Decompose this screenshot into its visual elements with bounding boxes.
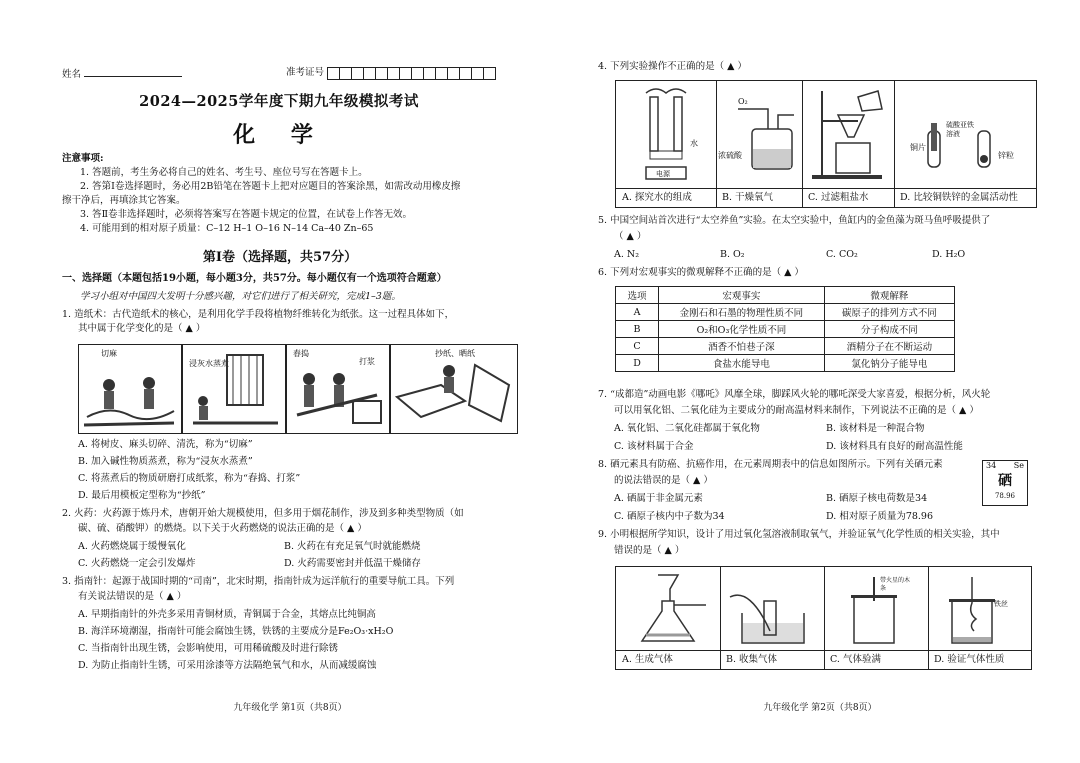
q9-caption-c[interactable]: C. 气体验满 [824, 650, 928, 669]
table-cell: D [616, 355, 659, 372]
name-label: 姓名 [62, 69, 82, 80]
iron-label: 铁丝 [994, 600, 1008, 608]
ember-label: 带火星的木条 [880, 577, 911, 592]
table-cell: 酒精分子在不断运动 [824, 338, 954, 355]
q7-stem-1: 7. “成都造”动画电影《哪吒》风靡全球，脚踩风火轮的哪吒深受大家喜爱，根据分析，风火轮 [598, 389, 991, 400]
q9-fig-d [928, 567, 1031, 669]
part-title: 一、选择题（本题包括19小题，每小题3分，共57分。每小题仅有一个选项符合题意） [62, 273, 447, 284]
q8-option-a[interactable]: A. 硒属于非金属元素 [614, 493, 703, 504]
q1-option-a[interactable]: A. 将树皮、麻头切碎、清洗，称为“切麻” [78, 439, 253, 450]
pic-steam [182, 344, 286, 434]
table-row [616, 321, 955, 338]
q7-option-c[interactable]: C. 该材料属于合金 [614, 441, 694, 452]
q8-stem-1: 8. 硒元素具有防癌、抗癌作用，在元素周期表中的信息如图所示。下列有关硒元素 [598, 459, 943, 470]
q4-fig-c [802, 81, 895, 207]
name-field [62, 66, 182, 82]
q3-option-b[interactable]: B. 海洋环境潮湿，指南针可能会腐蚀生锈，铁锈的主要成分是Fe₂O₃·xH₂O [78, 626, 394, 637]
o2-label: O₂ [738, 97, 748, 106]
table-cell: 金刚石和石墨的物理性质不同 [659, 304, 825, 321]
q9-stem-1: 9. 小明根据所学知识，设计了用过氧化氢溶液制取氧气，并验证氧气化学性质的相关实验，其中 [598, 529, 1000, 540]
q9-figure-panel [615, 566, 1032, 670]
id-boxes [328, 67, 496, 80]
q1-illustrations [78, 344, 518, 432]
zn-label: 锌粒 [998, 151, 1014, 160]
element-name: 硒 [998, 473, 1012, 489]
q7-option-b[interactable]: B. 该材料是一种混合物 [826, 423, 925, 434]
q1-stem-1: 1. 造纸术：古代造纸术的核心，是利用化学手段将植物纤维转化为纸张。这一过程具体如下， [62, 309, 455, 320]
q4-fig-a [616, 81, 717, 207]
element-mass: 78.96 [994, 492, 1016, 500]
q5-stem-1: 5. 中国空间站首次进行“太空养鱼”实验。在太空实验中，鱼缸内的金鱼藻为斑马鱼呼吸提供了 [598, 215, 991, 226]
table-row [616, 355, 955, 372]
pic-label: 舂捣 [293, 349, 309, 358]
id-label: 准考证号 [286, 67, 325, 78]
element-card-se [982, 460, 1028, 506]
table-cell: 氯化钠分子能导电 [824, 355, 954, 372]
q3-stem-1: 3. 指南针：起源于战国时期的“司南”，北宋时期，指南针成为远洋航行的重要导航工具。下列 [62, 576, 455, 587]
q4-caption-b[interactable]: B. 干燥氧气 [716, 188, 802, 207]
q2-stem-1: 2. 火药：火药源于炼丹术，唐朝开始大规模使用，但多用于烟花制作，涉及到多种类型物质（如 [62, 508, 464, 519]
table-header: 宏观事实 [659, 287, 825, 304]
q2-option-d[interactable]: D. 火药需要密封并低温干燥储存 [284, 558, 421, 569]
table-header-row [616, 287, 955, 304]
q3-option-c[interactable]: C. 当指南针出现生锈，会影响使用，可用稀硫酸及时进行除锈 [78, 643, 338, 654]
q3-stem-2: 有关说法错误的是（ ▲ ） [78, 591, 187, 602]
exam-page-2 [560, 0, 1080, 763]
q5-stem-2: （ ▲ ） [614, 231, 647, 242]
name-blank [84, 66, 182, 77]
notes-title: 注意事项: [62, 153, 104, 164]
table-header: 选项 [616, 287, 659, 304]
table-cell: A [616, 304, 659, 321]
power-label: 电源 [656, 170, 670, 178]
q9-fig-c [824, 567, 929, 669]
subject-title: 化 学 [233, 122, 327, 148]
table-cell: O₂和O₃化学性质不同 [659, 321, 825, 338]
pic-make-paper [390, 344, 518, 434]
q1-option-d[interactable]: D. 最后用模板定型称为“抄纸” [78, 490, 206, 501]
cu-label: 铜片 [910, 143, 926, 152]
table-row [616, 338, 955, 355]
element-number: 34 [986, 461, 997, 470]
q3-option-a[interactable]: A. 早期指南针的外壳多采用青铜材质，青铜属于合金，其熔点比纯铜高 [78, 609, 376, 620]
q9-caption-a[interactable]: A. 生成气体 [616, 650, 720, 669]
intro-text: 学习小组对中国四大发明十分感兴趣，对它们进行了相关研究，完成1–3题。 [80, 291, 401, 302]
q4-stem: 4. 下列实验操作不正确的是（ ▲ ） [598, 61, 747, 72]
q5-option-d[interactable]: D. H₂O [932, 249, 966, 260]
q5-option-a[interactable]: A. N₂ [614, 249, 640, 260]
table-header: 微观解释 [824, 287, 954, 304]
q3-option-d[interactable]: D. 为防止指南针生锈，可采用涂漆等方法隔绝氧气和水，从而减缓腐蚀 [78, 660, 377, 671]
table-cell: B [616, 321, 659, 338]
q2-option-a[interactable]: A. 火药燃烧属于缓慢氧化 [78, 541, 186, 552]
table-cell: 酒香不怕巷子深 [659, 338, 825, 355]
id-field [286, 66, 496, 80]
q2-option-c[interactable]: C. 火药燃烧一定会引发爆炸 [78, 558, 196, 569]
table-cell: 食盐水能导电 [659, 355, 825, 372]
q7-stem-2: 可以用氧化铝、二氧化硅为主要成分的耐高温材料来制作，下列说法不正确的是（ ▲ ） [614, 405, 979, 416]
pic-label: 浸灰水蒸煮 [189, 359, 229, 368]
q1-option-b[interactable]: B. 加入碱性物质蒸煮，称为“浸灰水蒸煮” [78, 456, 253, 467]
note-4: 4. 可能用到的相对原子质量：C–12 H–1 O–16 N–14 Ca–40 Zn–65 [80, 223, 374, 234]
pic-label: 打浆 [359, 357, 375, 366]
q4-caption-d[interactable]: D. 比较铜铁锌的金属活动性 [894, 188, 1036, 207]
q2-stem-2: 碳、硫、硝酸钾）的燃烧。以下关于火药燃烧的说法正确的是（ ▲ ） [78, 523, 367, 534]
note-2: 2. 答第Ⅰ卷选择题时，务必用2B铅笔在答题卡上把对应题目的答案涂黑，如需改动用橡皮擦 [80, 181, 461, 192]
q9-caption-d[interactable]: D. 验证气体性质 [928, 650, 1031, 669]
note-2-cont: 擦干净后，再填涂其它答案。 [62, 195, 186, 206]
exam-title: 2024—2025学年度下期九年级模拟考试 [139, 93, 419, 110]
q7-option-d[interactable]: D. 该材料具有良好的耐高温性能 [826, 441, 963, 452]
acid-label: 浓硫酸 [718, 151, 742, 160]
q4-figure-panel [615, 80, 1037, 208]
note-3: 3. 答Ⅱ卷非选择题时，必须将答案写在答题卡规定的位置，在试卷上作答无效。 [80, 209, 413, 220]
q5-option-c[interactable]: C. CO₂ [826, 249, 858, 260]
q1-option-c[interactable]: C. 将蒸煮后的物质研磨打成纸浆，称为“舂捣、打浆” [78, 473, 301, 484]
q4-fig-b [716, 81, 803, 207]
note-1: 1. 答题前，考生务必将自己的姓名、考生号、座位号写在答题卡上。 [80, 167, 368, 178]
water-label: 水 [690, 139, 698, 148]
table-cell: 碳原子的排列方式不同 [824, 304, 954, 321]
q8-stem-2: 的说法错误的是（ ▲ ） [614, 475, 713, 486]
page-1-footer: 九年级化学 第1页（共8页） [233, 703, 347, 713]
q9-caption-b[interactable]: B. 收集气体 [720, 650, 824, 669]
section-title: 第Ⅰ卷（选择题，共57分） [202, 250, 358, 265]
table-cell: C [616, 338, 659, 355]
q4-caption-a[interactable]: A. 探究水的组成 [616, 188, 716, 207]
q1-stem-2: 其中属于化学变化的是（ ▲ ） [78, 323, 206, 334]
q6-table [615, 286, 955, 372]
pic-label: 抄纸、晒纸 [435, 349, 475, 358]
q9-fig-b [720, 567, 825, 669]
q5-option-b[interactable]: B. O₂ [720, 249, 745, 260]
q9-stem-2: 错误的是（ ▲ ） [614, 545, 685, 556]
q8-option-c[interactable]: C. 硒原子核内中子数为34 [614, 511, 725, 522]
q4-fig-d [894, 81, 1036, 207]
pic-label: 切麻 [101, 349, 117, 358]
table-cell: 分子构成不同 [824, 321, 954, 338]
q8-option-d[interactable]: D. 相对原子质量为78.96 [826, 511, 934, 522]
table-row [616, 304, 955, 321]
q7-option-a[interactable]: A. 氧化铝、二氧化硅都属于氧化物 [614, 423, 760, 434]
feso4-label: 硫酸亚铁溶液 [946, 121, 974, 138]
page-2-footer: 九年级化学 第2页（共8页） [763, 703, 877, 713]
pic-pound [286, 344, 390, 434]
q2-option-b[interactable]: B. 火药在有充足氧气时就能燃烧 [284, 541, 421, 552]
q8-option-b[interactable]: B. 硒原子核电荷数是34 [826, 493, 928, 504]
q6-stem: 6. 下列对宏观事实的微观解释不正确的是（ ▲ ） [598, 267, 804, 278]
element-symbol: Se [1013, 461, 1024, 470]
pic-cut-hemp [78, 344, 182, 434]
q4-caption-c[interactable]: C. 过滤粗盐水 [802, 188, 894, 207]
q9-fig-a [616, 567, 721, 669]
